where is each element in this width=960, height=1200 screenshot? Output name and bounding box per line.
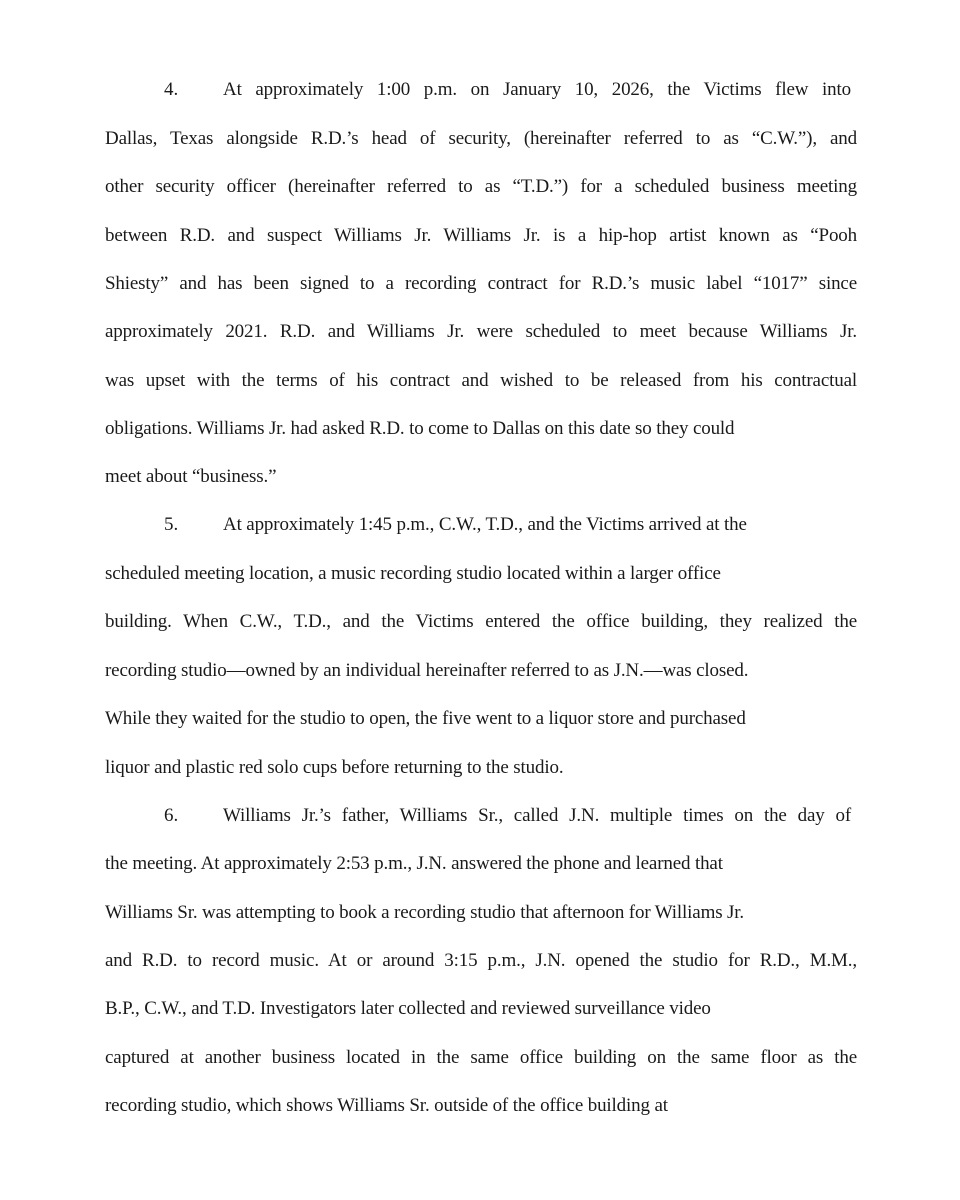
paragraph-number: 6. — [164, 805, 179, 826]
paragraph-line: B.P., C.W., and T.D. Investigators later collected and reviewed surveillance video — [105, 998, 711, 1019]
paragraph-line: recording studio, which shows Williams Sr. outside of the office building at — [105, 1095, 668, 1116]
paragraph-line: Williams Sr. was attempting to book a recording studio that afternoon for Williams Jr. — [105, 902, 745, 923]
paragraph-line: the meeting. At approximately 2:53 p.m., J.N. answered the phone and learned that — [105, 853, 723, 874]
paragraph-line: captured at another business located in the same office building on the same floor as the — [105, 1047, 857, 1068]
paragraph-line: and R.D. to record music. At or around 3:15 p.m., J.N. opened the studio for R.D., M.M., — [105, 950, 857, 971]
paragraph-line: obligations. Williams Jr. had asked R.D. to come to Dallas on this date so they could — [105, 418, 735, 439]
paragraph-line: While they waited for the studio to open, the five went to a liquor store and purchased — [105, 708, 746, 729]
paragraph-line: approximately 2021. R.D. and Williams Jr. were scheduled to meet because Williams Jr. — [105, 321, 857, 342]
paragraph-line: liquor and plastic red solo cups before returning to the studio. — [105, 757, 564, 778]
paragraph-line: between R.D. and suspect Williams Jr. Williams Jr. is a hip-hop artist known as “Pooh — [105, 225, 857, 246]
paragraph-line: building. When C.W., T.D., and the Victims entered the office building, they realized the — [105, 611, 857, 632]
paragraph-line: meet about “business.” — [105, 466, 277, 487]
paragraph-line: Dallas, Texas alongside R.D.’s head of security, (hereinafter referred to as “C.W.”), and — [105, 128, 857, 149]
paragraph-line: At approximately 1:00 p.m. on January 10, 2026, the Victims flew into — [223, 79, 851, 100]
paragraph-number: 5. — [164, 514, 179, 535]
paragraph-number: 4. — [164, 79, 179, 100]
paragraph-line: At approximately 1:45 p.m., C.W., T.D., and the Victims arrived at the — [223, 514, 747, 535]
paragraph-line: Shiesty” and has been signed to a recording contract for R.D.’s music label “1017” since — [105, 273, 857, 294]
paragraph-line: scheduled meeting location, a music recording studio located within a larger office — [105, 563, 721, 584]
paragraph-line: recording studio—owned by an individual hereinafter referred to as J.N.—was closed. — [105, 660, 749, 681]
paragraph-line: other security officer (hereinafter referred to as “T.D.”) for a scheduled business meeting — [105, 176, 857, 197]
paragraph-line: was upset with the terms of his contract and wished to be released from his contractual — [105, 370, 857, 391]
paragraph-line: Williams Jr.’s father, Williams Sr., called J.N. multiple times on the day of — [223, 805, 851, 826]
